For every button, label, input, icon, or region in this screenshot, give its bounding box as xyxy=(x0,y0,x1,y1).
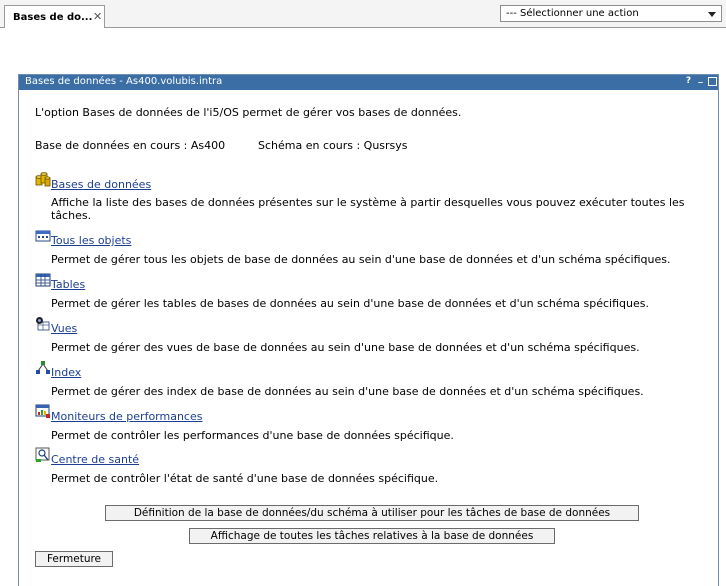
show-all-tasks-button[interactable]: Affichage de toutes les tâches relatives à la base de données xyxy=(189,528,555,544)
tab-bar xyxy=(0,0,726,28)
intro-text: L'option Bases de données de l'i5/OS permet de gérer vos bases de données. xyxy=(35,106,462,119)
all-objects-icon xyxy=(35,228,51,244)
desc-centre-de-sante: Permet de contrôler l'état de santé d'une base de données spécifique. xyxy=(51,472,439,485)
database-icon xyxy=(35,171,51,187)
current-database: Base de données en cours : As400 xyxy=(35,139,226,152)
maximize-icon[interactable] xyxy=(708,77,717,86)
action-select-value: --- Sélectionner une action xyxy=(506,8,639,19)
link-tables[interactable]: Tables xyxy=(51,278,86,291)
link-tous-les-objets[interactable]: Tous les objets xyxy=(51,234,132,247)
health-center-icon xyxy=(35,447,51,463)
views-icon xyxy=(35,316,51,332)
close-icon[interactable]: ✕ xyxy=(93,10,103,23)
portlet-title: Bases de données - As400.volubis.intra xyxy=(25,76,223,87)
desc-vues: Permet de gérer des vues de base de données au sein d'une base de données et d'un schéma spécifiques. xyxy=(51,341,640,354)
desc-tous-les-objets: Permet de gérer tous les objets de base de données au sein d'une base de données et d'un schéma spécifiques. xyxy=(51,253,671,266)
tab-label: Bases de do... xyxy=(13,12,93,23)
performance-monitor-icon xyxy=(35,403,51,419)
table-icon xyxy=(35,272,51,288)
desc-moniteurs-de-performances: Permet de contrôler les performances d'une base de données spécifique. xyxy=(51,429,454,442)
link-moniteurs-de-performances[interactable]: Moniteurs de performances xyxy=(51,410,203,423)
current-schema: Schéma en cours : Qusrsys xyxy=(258,139,408,152)
desc-tables: Permet de gérer les tables de bases de données au sein d'une base de données et d'un schéma spécifiques. xyxy=(51,297,649,310)
define-database-schema-button[interactable]: Définition de la base de données/du schéma à utiliser pour les tâches de base de données xyxy=(105,505,639,521)
tab-databases[interactable] xyxy=(4,5,105,28)
minimize-icon[interactable]: _ xyxy=(698,74,703,84)
chevron-down-icon[interactable] xyxy=(708,12,716,17)
portlet-title-bar xyxy=(19,75,718,90)
link-vues[interactable]: Vues xyxy=(51,322,78,335)
link-centre-de-sante[interactable]: Centre de santé xyxy=(51,453,140,466)
action-select[interactable] xyxy=(500,5,722,22)
help-icon[interactable]: ? xyxy=(685,76,692,86)
close-button[interactable]: Fermeture xyxy=(35,551,113,567)
index-icon xyxy=(35,360,51,376)
desc-bases-de-donnees: Affiche la liste des bases de données présentes sur le système à partir desquelles vous pouvez exécuter toutes les tâches. xyxy=(51,196,685,222)
databases-portlet xyxy=(18,74,719,586)
link-index[interactable]: Index xyxy=(51,366,82,379)
link-bases-de-donnees[interactable]: Bases de données xyxy=(51,178,152,191)
desc-index: Permet de gérer des index de base de données au sein d'une base de données et d'un schéma spécifiques. xyxy=(51,385,644,398)
